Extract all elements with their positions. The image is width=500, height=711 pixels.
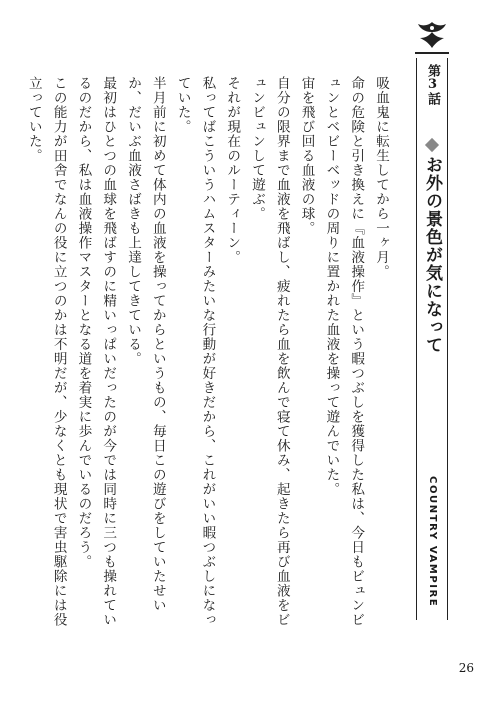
band-rule-right — [447, 58, 448, 620]
body-text — [25, 76, 393, 636]
series-name: COUNTRY VAMPIRE — [427, 476, 438, 608]
paragraph: 半月前に初めて体内の血液を操ってからというもの、毎日この遊びをしていたせいか、だいぶ血液さばきも上達してきている。 — [125, 76, 166, 613]
paragraph: それが現在のルーティーン。 — [224, 76, 241, 265]
chapter-title: お外の景色が気になって — [422, 156, 442, 354]
band-rule-left — [416, 58, 417, 620]
paragraph: 命の危険と引き換えに『血液操作』という暇つぶしを獲得した私は、今日もビュンビュンとベビーベッドの周りに置かれた血液を操って遊んでいた。 — [323, 76, 365, 627]
chapter-number: 第3話 — [425, 64, 440, 105]
paragraph: 自分の限界まで血液を飛ばし、疲れたら血を飲んで寝て休み、起きたら再び血液をビュンビュンして遊ぶ。 — [249, 76, 290, 627]
paragraph: 最初はひとつの血球を飛ばすのに精いっぱいだったのが今では同時に三つも操れているのだから、私は血液操作マスターとなる道を着実に歩んでいるのだろう。 — [75, 76, 117, 627]
paragraph: 私ってばこういうハムスターみたいな行動が好きだから、これがいい暇つぶしになっていた。 — [174, 76, 216, 627]
diamond-icon — [425, 138, 439, 152]
paragraph: 吸血鬼に転生してから一ヶ月。 — [373, 76, 389, 279]
paragraph: 宙を飛び回る血液の球。 — [298, 76, 315, 236]
paragraph: この能力が田舎でなんの役に立つのかは不明だが、少なくとも現状で害虫駆除には役立っていた。 — [25, 76, 67, 627]
chapter-header-band — [407, 18, 457, 660]
ornament-icon — [414, 18, 450, 54]
page-number: 26 — [458, 661, 474, 675]
